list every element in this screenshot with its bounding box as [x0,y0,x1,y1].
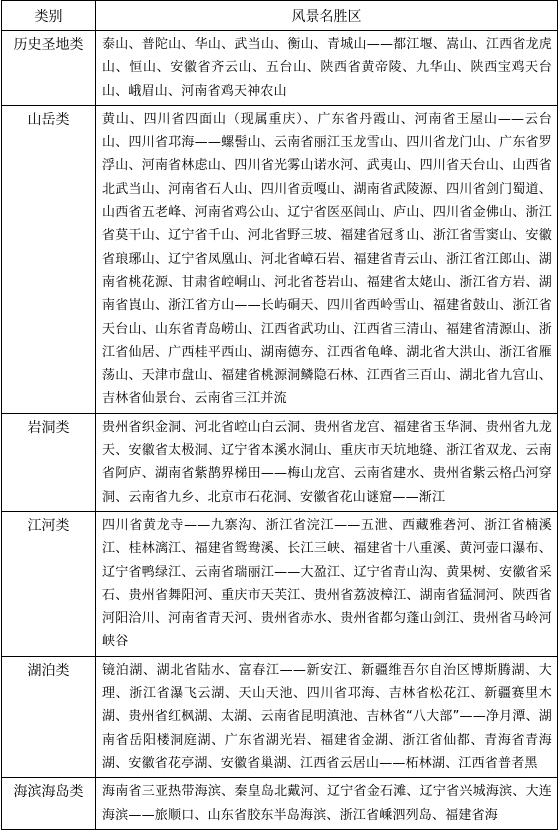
category-label: 山岳类 [27,111,70,128]
table-row [2,656,558,777]
table-row [2,105,558,413]
category-label: 岩洞类 [27,419,70,436]
header-areas: 风景名胜区 [96,1,558,31]
row-category [2,511,96,656]
table-row [2,778,558,830]
row-areas: 海南省三亚热带海滨、秦皇岛北戴河、辽宁省金石滩、辽宁省兴城海滨、大连海滨——旅顺口、山东省胶东半岛海滨、浙江省嵊泗列岛、福建省海 [96,778,558,830]
header-category: 类别 [2,1,96,31]
scenic-areas-table [1,0,558,830]
table-header-row [2,1,558,31]
category-label: 历史圣地类 [13,37,84,53]
category-label: 湖泊类 [27,662,70,679]
table-row [2,413,558,511]
row-category [2,656,96,777]
row-category [2,105,96,413]
row-areas: 四川省黄龙寺——九寨沟、浙江省浣江——五泄、西藏雅砻河、浙江省楠溪江、桂林漓江、福建省鸳鸯溪、长江三峡、福建省十八重溪、黄河壶口瀑布、辽宁省鸭绿江、云南省瑞丽江——大盈江、辽宁省青山沟、黄果树、安徽省采石、贵州省舞阳河、重庆市天芙江、贵州省荔波樟江、湖南省猛洞河、陕西省河阳洽川、河南省青天河、贵州省赤水、贵州省都匀蓬山剑江、贵州省马岭河峡谷 [96,511,558,656]
row-category [2,778,96,830]
row-areas: 镜泊湖、湖北省陆水、富春江——新安江、新疆维吾尔自治区博斯腾湖、大理、浙江省瀑飞云湖、天山天池、四川省邛海、吉林省松花江、新疆赛里木湖、贵州省红枫湖、太湖、云南省昆明滇池、吉林省“八大部”——净月潭、湖南省岳阳楼洞庭湖、广东省湖光岩、福建省金湖、浙江省仙都、青海省青海湖、安徽省花亭湖、安徽省巢湖、江西省云居山——柘林湖、江西省普者黑 [96,656,558,777]
row-areas: 泰山、普陀山、华山、武当山、衡山、青城山——都江堰、嵩山、江西省龙虎山、恒山、安徽省齐云山、五台山、陕西省黄帝陵、九华山、陕西宝鸡天台山、峨眉山、河南省鸡天神农山 [96,31,558,106]
category-label: 江河类 [27,517,70,534]
row-category [2,31,96,106]
table-row [2,511,558,656]
row-category [2,413,96,511]
category-label: 海滨海岛类 [13,784,84,801]
table-row [2,31,558,106]
row-areas: 黄山、四川省四面山（现属重庆）、广东省丹霞山、河南省王屋山——云台山、四川省邛海——螺髻山、云南省丽江玉龙雪山、四川省龙门山、广东省罗浮山、河南省林虑山、四川省光雾山诺水河、武夷山、四川省天台山、山西省北武当山、河南省石人山、四川省贡嘎山、湖南省武陵源、四川省剑门蜀道、山西省五老峰、河南省鸡公山、辽宁省医巫闾山、庐山、四川省金佛山、浙江省莫干山、辽宁省千山、河北省野三坡、福建省冠豸山、浙江省雪窦山、安徽省琅琊山、辽宁省凤凰山、河北省嶂石岩、福建省青云山、浙江省江郎山、湖南省桃花源、甘肃省崆峒山、河北省苍岩山、福建省太姥山、浙江省方岩、湖南省崀山、浙江省方山——长屿硐天、四川省西岭雪山、福建省鼓山、浙江省天台山、山东省青岛崂山、江西省武功山、江西省三清山、福建省清源山、浙江省仙居、广西桂平西山、湖南德夯、江西省龟峰、湖北省大洪山、浙江省雁荡山、天津市盘山、福建省桃源洞鳞隐石林、江西省三百山、湖北省九宫山、吉林省仙景台、云南省三江并流 [96,105,558,413]
row-areas: 贵州省织金洞、河北省崆山白云洞、贵州省龙宫、福建省玉华洞、贵州省九龙天、安徽省太极洞、辽宁省本溪水洞山、重庆市天坑地缝、浙江省双龙、云南省阿庐、湖南省紫鹊界梯田——梅山龙宫、云南省建水、贵州省紫云格凸河穿洞、云南省九乡、北京市石花洞、安徽省花山谜窟——渐江 [96,413,558,511]
